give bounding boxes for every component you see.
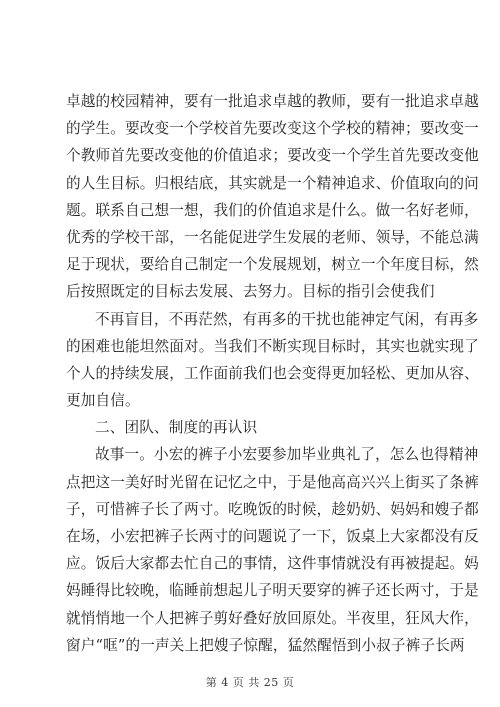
- text-line: 个人的持续发展，工作面前我们也会变得更加轻松、更加从容、: [66, 364, 479, 382]
- paragraph-start-line: 故事一。小宏的裤子小宏要参加毕业典礼了，怎么也得精神: [95, 446, 479, 464]
- text-line: 点把这一美好时光留在记忆之中，于是他高高兴兴上街买了条裤: [66, 473, 479, 491]
- body-text: [66, 88, 479, 659]
- text-line: 就悄悄地一个人把裤子剪好叠好放回原处。半夜里，狂风大作，: [66, 609, 479, 627]
- text-line: 子，可惜裤子长了两寸。吃晚饭的时候，趁奶奶、妈妈和嫂子都: [66, 500, 479, 518]
- text-line: 妈睡得比较晚，临睡前想起儿子明天要穿的裤子还长两寸，于是: [66, 582, 479, 600]
- text-line: 的人生目标。归根结底，其实就是一个精神追求、价值取向的问: [66, 174, 479, 192]
- text-line: 的困难也能坦然面对。当我们不断实现目标时，其实也就实现了: [66, 337, 479, 355]
- text-line: 题。联系自己想一想，我们的价值追求是什么。做一名好老师，: [66, 201, 479, 219]
- page-number-footer: 第 4 页 共 25 页: [205, 676, 295, 689]
- paragraph-start-line: 不再盲目，不再茫然，有再多的干扰也能神定气闲，有再多: [95, 310, 479, 328]
- text-line: 窗户“哐”的一声关上把嫂子惊醒，猛然醒悟到小叔子裤子长两: [66, 636, 465, 654]
- text-line: 卓越的校园精神，要有一批追求卓越的教师，要有一批追求卓越: [66, 93, 479, 110]
- text-line: 足于现状，要给自己制定一个发展规划，树立一个年度目标，然: [66, 256, 479, 274]
- text-line: 优秀的学校干部，一名能促进学生发展的老师、领导，不能总满: [66, 228, 479, 246]
- text-line: 在场，小宏把裤子长两寸的问题说了一下，饭桌上大家都没有反: [66, 528, 479, 545]
- text-line: 后按照既定的目标去发展、去努力。目标的指引会使我们: [66, 283, 435, 301]
- text-line: 更加自信。: [66, 392, 140, 410]
- text-line: 个教师首先要改变他的价值追求；要改变一个学生首先要改变他: [66, 147, 479, 165]
- section-heading: 二、团队、制度的再认识: [95, 419, 258, 437]
- text-line: 的学生。要改变一个学校首先要改变这个学校的精神；要改变一: [66, 120, 479, 138]
- text-line: 应。饭后大家都去忙自己的事情，这件事情就没有再被提起。妈: [66, 555, 479, 573]
